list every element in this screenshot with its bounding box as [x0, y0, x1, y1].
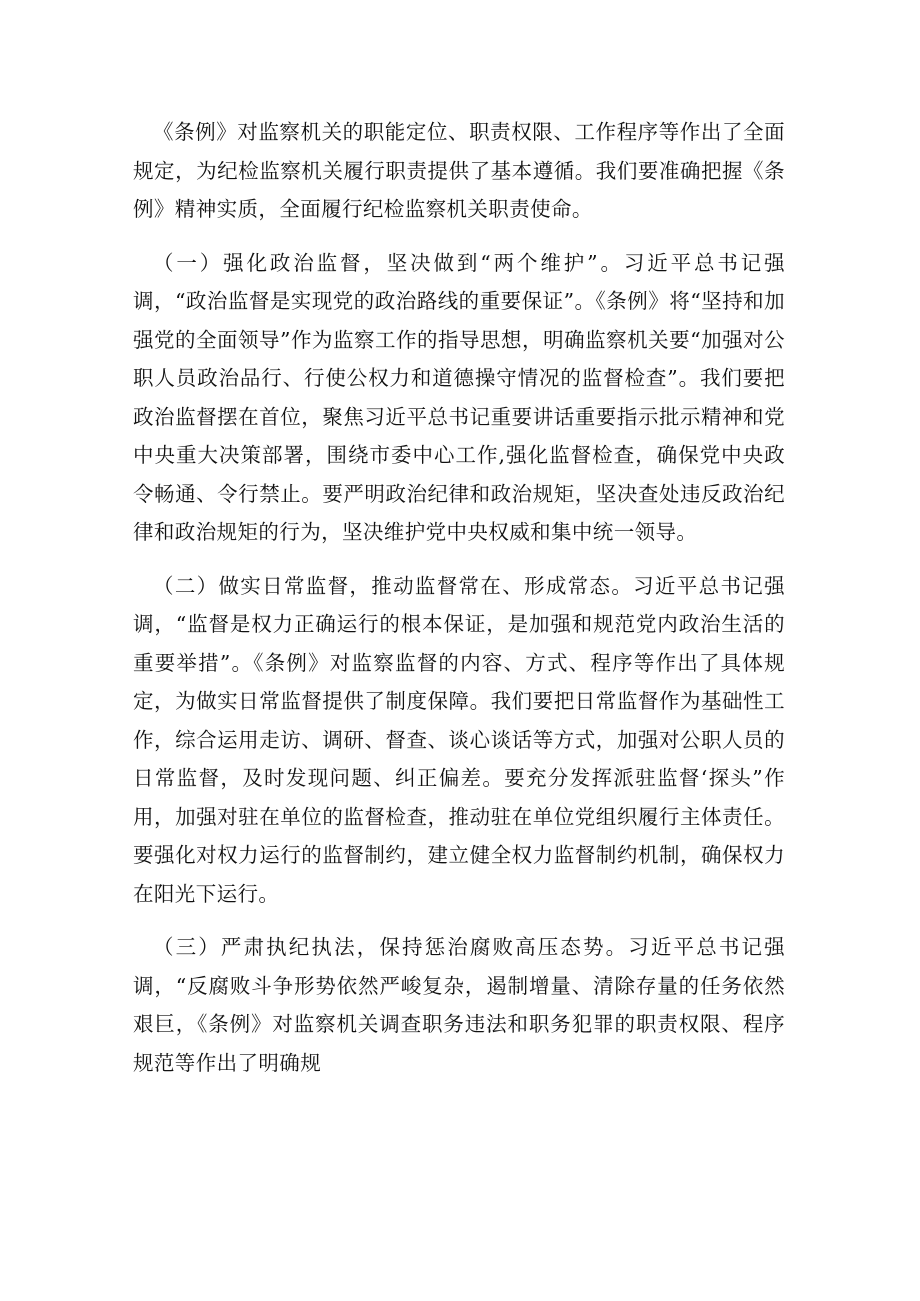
paragraph-daily-supervision: （二）做实日常监督，推动监督常在、形成常态。习近平总书记强调，“监督是权力正确运行的根本保证，是加强和规范党内政治生活的重要举措”。《条例》对监察监督的内容、方式、程序等作出了具体规定，为做实日常监督提供了制度保障。我们要把日常监督作为基础性工作，综合运用走访、调研、督查、谈心谈话等方式，加强对公职人员的日常监督，及时发现问题、纠正偏差。要充分发挥派驻监督‘探头”作用，加强对驻在单位的监督检查，推动驻在单位党组织履行主体责任。要强化对权力运行的监督制约，建立健全权力监督制约机制，确保权力在阳光下运行。: [133, 573, 785, 906]
paragraph-intro: 《条例》对监察机关的职能定位、职责权限、工作程序等作出了全面规定，为纪检监察机关履行职责提供了基本遵循。我们要准确把握《条例》精神实质，全面履行纪检监察机关职责使命。: [133, 120, 785, 221]
paragraph-discipline-enforcement: （三）严肃执纪执法，保持惩治腐败高压态势。习近平总书记强调，“反腐败斗争形势依然严峻复杂，遏制增量、清除存量的任务依然艰巨，《条例》对监察机关调查职务违法和职务犯罪的职责权限、程序规范等作出了明确规: [133, 935, 785, 1075]
document-body: [133, 113, 785, 1097]
paragraph-political-supervision: （一）强化政治监督，坚决做到“两个维护”。习近平总书记强调，“政治监督是实现党的政治路线的重要保证”。《条例》将“坚持和加强党的全面领导”作为监察工作的指导思想，明确监察机关要“加强对公职人员政治品行、行使公权力和道德操守情况的监督检查”。我们要把政治监督摆在首位，聚焦习近平总书记重要讲话重要指示批示精神和党中央重大决策部署，围绕市委中心工作,强化监督检查，确保党中央政令畅通、令行禁止。要严明政治纪律和政治规矩，坚决查处违反政治纪律和政治规矩的行为，坚决维护党中央权威和集中统一领导。: [133, 250, 785, 544]
